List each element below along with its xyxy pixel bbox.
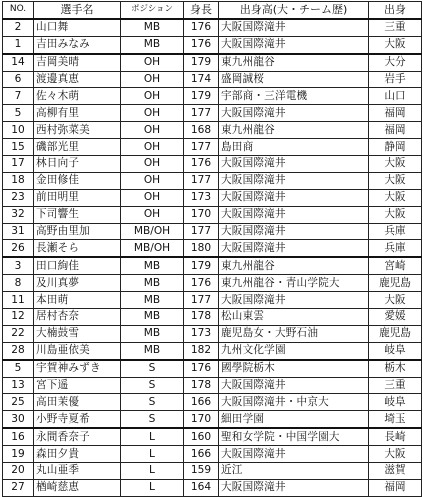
cell-name: 吉岡美晴 — [34, 54, 121, 71]
cell-school: 大阪国際滝井 — [219, 377, 369, 394]
cell-position: OH — [121, 189, 184, 206]
cell-no: 5 — [3, 360, 34, 377]
cell-hometown: 三重 — [369, 19, 422, 36]
cell-name: 大楠鼓雪 — [34, 325, 121, 342]
cell-height: 182 — [184, 342, 219, 359]
table-row — [3, 156, 422, 173]
cell-height: 177 — [184, 292, 219, 309]
cell-hometown: 大阪 — [369, 172, 422, 189]
cell-position: MB — [121, 19, 184, 36]
cell-school: 大阪国際滝井 — [219, 189, 369, 206]
cell-no: 5 — [3, 105, 34, 122]
cell-name: 山口舞 — [34, 19, 121, 36]
cell-hometown: 愛媛 — [369, 309, 422, 326]
cell-hometown: 大阪 — [369, 36, 422, 53]
cell-school: 松山東雲 — [219, 309, 369, 326]
cell-height: 170 — [184, 206, 219, 223]
cell-school: 大阪国際滝井 — [219, 446, 369, 463]
cell-height: 168 — [184, 122, 219, 139]
cell-no: 12 — [3, 309, 34, 326]
cell-position: OH — [121, 122, 184, 139]
table-row — [3, 292, 422, 309]
cell-height: 176 — [184, 360, 219, 377]
cell-hometown: 栃木 — [369, 360, 422, 377]
cell-no: 19 — [3, 446, 34, 463]
table-row — [3, 206, 422, 223]
cell-position: S — [121, 360, 184, 377]
table-row — [3, 394, 422, 411]
cell-hometown: 兵庫 — [369, 223, 422, 240]
cell-no: 23 — [3, 189, 34, 206]
cell-height: 177 — [184, 139, 219, 156]
cell-school: 國學院栃木 — [219, 360, 369, 377]
cell-position: S — [121, 394, 184, 411]
cell-school: 東九州龍谷 — [219, 54, 369, 71]
cell-position: OH — [121, 88, 184, 105]
cell-hometown: 岐阜 — [369, 342, 422, 359]
table-row — [3, 411, 422, 428]
cell-no: 6 — [3, 71, 34, 88]
cell-name: 磯部光里 — [34, 139, 121, 156]
cell-height: 176 — [184, 36, 219, 53]
cell-no: 11 — [3, 292, 34, 309]
cell-school: 鹿児島女・大野石油 — [219, 325, 369, 342]
cell-position: OH — [121, 54, 184, 71]
cell-height: 179 — [184, 88, 219, 105]
cell-no: 2 — [3, 19, 34, 36]
table-row — [3, 71, 422, 88]
cell-school: 大阪国際滝井・中京大 — [219, 394, 369, 411]
cell-position: MB — [121, 275, 184, 292]
cell-hometown: 大阪 — [369, 156, 422, 173]
table-row — [3, 172, 422, 189]
cell-hometown: 山口 — [369, 88, 422, 105]
header-name: 選手名 — [34, 2, 121, 19]
table-row — [3, 446, 422, 463]
cell-name: 金田修佳 — [34, 172, 121, 189]
cell-height: 177 — [184, 105, 219, 122]
cell-no: 30 — [3, 411, 34, 428]
table-row — [3, 54, 422, 71]
cell-no: 10 — [3, 122, 34, 139]
cell-school: 大阪国際滝井 — [219, 223, 369, 240]
cell-height: 170 — [184, 411, 219, 428]
cell-no: 15 — [3, 139, 34, 156]
cell-school: 東九州龍谷 — [219, 122, 369, 139]
cell-hometown: 鹿児島 — [369, 275, 422, 292]
roster-sheet — [2, 1, 421, 494]
cell-position: MB — [121, 292, 184, 309]
cell-position: MB — [121, 36, 184, 53]
table-row — [3, 19, 422, 36]
cell-hometown: 大分 — [369, 54, 422, 71]
cell-height: 174 — [184, 71, 219, 88]
roster-body — [3, 19, 422, 496]
header-school: 出身高(大・チーム歴) — [219, 2, 369, 19]
cell-name: 宇賀神みずき — [34, 360, 121, 377]
cell-school: 聖和女学院・中国学園大 — [219, 428, 369, 445]
cell-name: 高田茉優 — [34, 394, 121, 411]
table-row — [3, 139, 422, 156]
table-row — [3, 479, 422, 496]
cell-height: 176 — [184, 156, 219, 173]
cell-height: 173 — [184, 189, 219, 206]
cell-hometown: 三重 — [369, 377, 422, 394]
cell-hometown: 岩手 — [369, 71, 422, 88]
cell-hometown: 宮崎 — [369, 257, 422, 274]
cell-name: 川島亜依美 — [34, 342, 121, 359]
cell-no: 14 — [3, 54, 34, 71]
cell-name: 渡邊真恵 — [34, 71, 121, 88]
cell-no: 1 — [3, 36, 34, 53]
cell-name: 居村杏奈 — [34, 309, 121, 326]
cell-name: 楢崎慈恵 — [34, 479, 121, 496]
cell-hometown: 滋賀 — [369, 463, 422, 480]
cell-school: 近江 — [219, 463, 369, 480]
table-row — [3, 325, 422, 342]
cell-no: 32 — [3, 206, 34, 223]
cell-no: 7 — [3, 88, 34, 105]
table-row — [3, 428, 422, 445]
cell-position: MB/OH — [121, 223, 184, 240]
cell-name: 吉田みなみ — [34, 36, 121, 53]
cell-name: 田口絢佳 — [34, 257, 121, 274]
cell-height: 166 — [184, 394, 219, 411]
header-height: 身長 — [184, 2, 219, 19]
cell-position: L — [121, 446, 184, 463]
cell-height: 179 — [184, 257, 219, 274]
cell-name: 佐々木萌 — [34, 88, 121, 105]
cell-hometown: 福岡 — [369, 105, 422, 122]
cell-position: OH — [121, 206, 184, 223]
cell-name: 西村弥菜美 — [34, 122, 121, 139]
cell-position: L — [121, 428, 184, 445]
cell-hometown: 長崎 — [369, 428, 422, 445]
cell-hometown: 大阪 — [369, 206, 422, 223]
cell-school: 大阪国際滝井 — [219, 36, 369, 53]
cell-school: 大阪国際滝井 — [219, 105, 369, 122]
cell-height: 177 — [184, 172, 219, 189]
cell-position: OH — [121, 156, 184, 173]
cell-hometown: 大阪 — [369, 292, 422, 309]
cell-name: 丸山亜季 — [34, 463, 121, 480]
cell-no: 25 — [3, 394, 34, 411]
table-row — [3, 275, 422, 292]
cell-position: MB — [121, 325, 184, 342]
cell-no: 17 — [3, 156, 34, 173]
cell-hometown: 埼玉 — [369, 411, 422, 428]
cell-position: OH — [121, 105, 184, 122]
table-row — [3, 463, 422, 480]
cell-name: 高野由里加 — [34, 223, 121, 240]
cell-name: 長瀬そら — [34, 240, 121, 257]
cell-height: 159 — [184, 463, 219, 480]
table-row — [3, 122, 422, 139]
cell-school: 盛岡誠桜 — [219, 71, 369, 88]
cell-name: 小野寺夏希 — [34, 411, 121, 428]
cell-school: 大阪国際滝井 — [219, 240, 369, 257]
cell-height: 176 — [184, 275, 219, 292]
table-row — [3, 88, 422, 105]
cell-name: 高柳有里 — [34, 105, 121, 122]
cell-no: 20 — [3, 463, 34, 480]
cell-no: 13 — [3, 377, 34, 394]
header-no: NO. — [3, 2, 34, 19]
table-row — [3, 377, 422, 394]
cell-position: MB — [121, 342, 184, 359]
header-hometown: 出身 — [369, 2, 422, 19]
cell-school: 宇部商・三洋電機 — [219, 88, 369, 105]
cell-name: 林日向子 — [34, 156, 121, 173]
cell-no: 27 — [3, 479, 34, 496]
cell-no: 16 — [3, 428, 34, 445]
cell-height: 173 — [184, 325, 219, 342]
cell-height: 164 — [184, 479, 219, 496]
table-row — [3, 257, 422, 274]
cell-hometown: 大阪 — [369, 446, 422, 463]
cell-position: OH — [121, 71, 184, 88]
cell-school: 大阪国際滝井 — [219, 172, 369, 189]
cell-height: 178 — [184, 377, 219, 394]
cell-name: 及川真夢 — [34, 275, 121, 292]
cell-name: 下司響生 — [34, 206, 121, 223]
header-row — [3, 2, 422, 19]
cell-no: 28 — [3, 342, 34, 359]
cell-position: S — [121, 411, 184, 428]
cell-position: OH — [121, 172, 184, 189]
cell-school: 島田商 — [219, 139, 369, 156]
cell-position: L — [121, 479, 184, 496]
roster-table — [2, 1, 422, 497]
cell-school: 細田学園 — [219, 411, 369, 428]
cell-school: 大阪国際滝井 — [219, 206, 369, 223]
cell-hometown: 鹿児島 — [369, 325, 422, 342]
cell-position: S — [121, 377, 184, 394]
table-row — [3, 360, 422, 377]
cell-hometown: 兵庫 — [369, 240, 422, 257]
table-row — [3, 240, 422, 257]
cell-school: 東九州龍谷・青山学院大 — [219, 275, 369, 292]
cell-no: 8 — [3, 275, 34, 292]
cell-height: 177 — [184, 223, 219, 240]
cell-position: L — [121, 463, 184, 480]
cell-position: MB — [121, 309, 184, 326]
cell-position: MB/OH — [121, 240, 184, 257]
cell-name: 前田明里 — [34, 189, 121, 206]
cell-no: 18 — [3, 172, 34, 189]
table-row — [3, 189, 422, 206]
cell-school: 大阪国際滝井 — [219, 156, 369, 173]
cell-no: 3 — [3, 257, 34, 274]
cell-name: 宮下遥 — [34, 377, 121, 394]
cell-height: 179 — [184, 54, 219, 71]
cell-hometown: 岐阜 — [369, 394, 422, 411]
cell-school: 九州文化学園 — [219, 342, 369, 359]
cell-school: 大阪国際滝井 — [219, 479, 369, 496]
cell-height: 166 — [184, 446, 219, 463]
table-row — [3, 342, 422, 359]
cell-name: 森田夕貴 — [34, 446, 121, 463]
cell-hometown: 福岡 — [369, 122, 422, 139]
table-row — [3, 36, 422, 53]
cell-hometown: 大阪 — [369, 189, 422, 206]
cell-school: 大阪国際滝井 — [219, 19, 369, 36]
cell-hometown: 静岡 — [369, 139, 422, 156]
cell-height: 180 — [184, 240, 219, 257]
cell-name: 永間香奈子 — [34, 428, 121, 445]
header-position: ポジション — [121, 2, 184, 19]
cell-no: 31 — [3, 223, 34, 240]
cell-height: 176 — [184, 19, 219, 36]
table-row — [3, 309, 422, 326]
cell-school: 大阪国際滝井 — [219, 292, 369, 309]
cell-height: 160 — [184, 428, 219, 445]
cell-height: 178 — [184, 309, 219, 326]
cell-name: 本田萌 — [34, 292, 121, 309]
cell-no: 26 — [3, 240, 34, 257]
cell-school: 東九州龍谷 — [219, 257, 369, 274]
table-row — [3, 223, 422, 240]
cell-position: OH — [121, 139, 184, 156]
cell-no: 22 — [3, 325, 34, 342]
cell-hometown: 福岡 — [369, 479, 422, 496]
cell-position: MB — [121, 257, 184, 274]
table-row — [3, 105, 422, 122]
